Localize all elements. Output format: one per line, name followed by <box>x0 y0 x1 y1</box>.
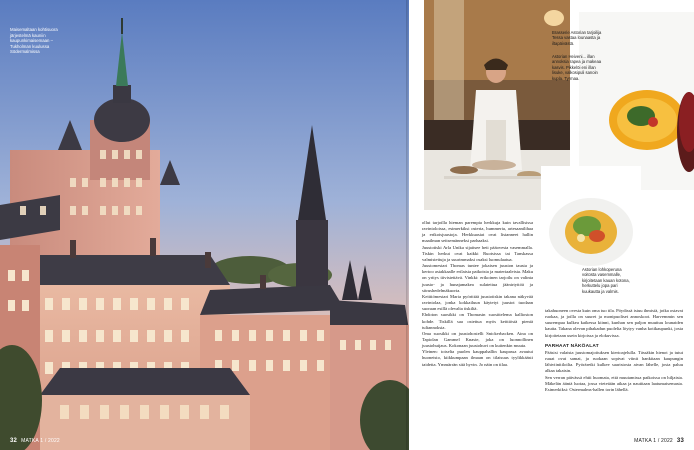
col1-paragraph: ollut tarjoilla hieman parempia herkkuja kuin tavallisissa ravintoloissa, esimerkiksi osteria, hummeria, artesaanilihaa ja erikoisjuustoja. Herkkuasiat ovat listanneet hallin maailman seitsemänneksi parhaaksi. <box>422 220 533 244</box>
magazine-issue-left: MATKA 1 / 2022 <box>21 438 60 444</box>
right-page <box>409 0 694 450</box>
page-gutter <box>406 0 409 450</box>
page-folio-left <box>10 438 60 444</box>
caption-top: Brasserie Astorian tarjoilija Tessa vastaa lounaasta ja iltapäivästä. <box>552 30 602 46</box>
page-folio-right <box>634 438 684 444</box>
col1-paragraph: Yleinen: toiselta puolen kauppahallin kaupassa avautui huoneisto, kiikkumpaan ilmaan on tilaisuus tyylikkäästi taidetta. Ymmärrän sitä hyvin. Jo näin on tilaa. <box>422 349 533 367</box>
col1-paragraph: Juustotiski Arla Unika sijaitsee heti pääovesta vasemmalla. Tiskin herkut ovat kaikki Ruotsissa tai Tanskassa valmistettuja ja suurimmaksi osaksi luomulaatua. <box>422 244 533 262</box>
col2-paragraph: Pääsisi valaista juustomajoituksen kiertoajelulla. Tässäkin hienot ja tutut ruuat ovat samat, ja ruokaan sopivat viinit hankitaan kaupungin lähiviinitiloilta. Pyöräretki kulkee saaristosta aivan lähelle, josta paluu alkaa takaisin. <box>545 349 683 374</box>
page-number-left: 32 <box>10 438 18 444</box>
col1-paragraph: Juustomestari Thomas tuntee jokaisen juuston tausta ja kertoo asiakkaalle erilaisia paikoista ja materiaaleista. Maku on yritys tiivistettävä. Vinkki: erikoinen tarjoilu on valinta juusto- ja hunajamakea sulatettua jäänirtyttöä ja sitrushedelmäkuorta. <box>422 263 533 293</box>
caption-bottom: Astorian lohkoperuna voitosta vasemmalle, kirjoitetaan kauan kotona, herkuttelu jopa pari kuukautta ja valmis. <box>582 267 630 294</box>
col2-paragraph: Sen verran päivässä ehtii huomata, että muutamissa paikoissa on hiljaista. Mäkelän ääntä luotaa, jossa vietetään aikaa ja nautitaan laatumaisemasta. Esimerkiksi: Ostermalms-hallen torin lähellä. <box>545 374 683 392</box>
caption-mid: Astorian Heiveni... illan annoksia rapea ja makeaa kasvis. Pikkelöi eni illan lisuke, valkosipuli sanoin kupla. Tyrmaa. <box>552 54 602 81</box>
col1-paragraph: Keittiömestari Maria pyörittää juustotiskin takana näkyvää ravintolaa, jonka kokkailuun käytetyt juustot tuodaan suoraan esillä olevalta tiskiltä. <box>422 293 533 312</box>
col1-paragraph: Ehdoton suosikki on Thomasin suosittelema kallioston kohde. Tiskillä saa ostettua myös keittiöstä pieniä tuliannoksia. <box>422 312 533 330</box>
col1-paragraph: Oma suosikki on juustohostelli Snickerbacken. Aina on Tapiolan Gammel Knaste, joka on luonnollinen juustohuijaus. Kokonaan juustohuvi on kuitenkin muuta. <box>422 330 533 349</box>
magazine-issue-right: MATKA 1 / 2022 <box>634 438 673 444</box>
section-heading: PARHAAT NÄKÖALAT <box>545 343 599 349</box>
col2-paragraph: takahuoneen ovesta kuin oma tuo tila. Pöydissä istuu ihmisiä, jotka ostavat ruokaa, ja joilla on suuret ja monipuoliset annoskoot. Harvemmin sen suurempaa kulkea kaikessa kiinni, kunhan sen paljon muuttuu lounaiden kautta. Takana olevan pihakadun puolelta löytyy vanha kotikaupunki, josta kirjoitetaan usein kirjoissa ja elokuvissa. <box>545 308 683 338</box>
photo-caption: Maisemaltaan kohtisuora järjestelmä kauniin kaupunkimaisemaan – Tukholman kuulussa Södermalmissa <box>10 27 58 55</box>
article-column-2 <box>545 308 683 393</box>
page-number-right: 33 <box>676 438 684 444</box>
article-column-1 <box>422 220 533 368</box>
